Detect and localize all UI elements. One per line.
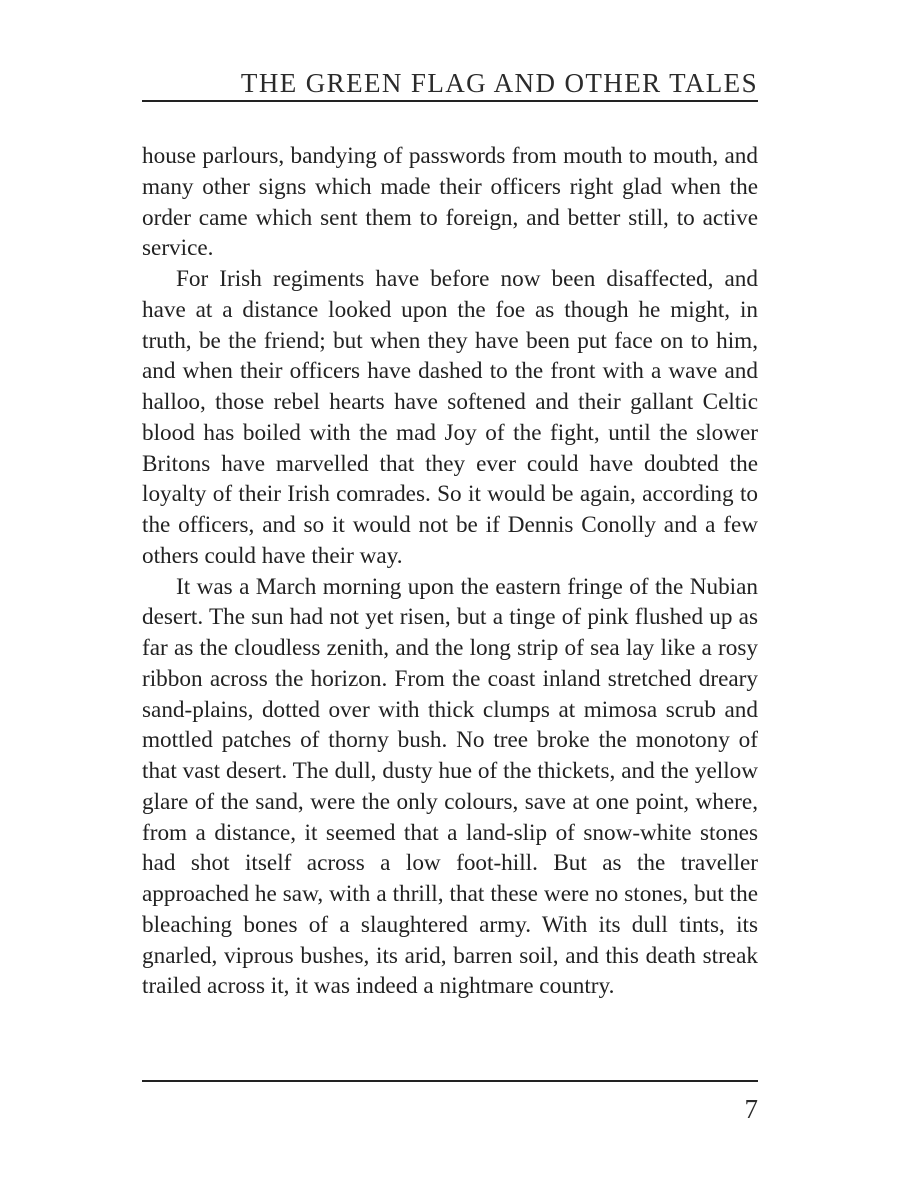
page-number: 7 (744, 1094, 758, 1124)
header-divider (142, 100, 758, 102)
page-body (142, 141, 758, 1002)
footer-divider (142, 1080, 758, 1082)
paragraph-3: It was a March morning upon the eastern fringe of the Nubian desert. The sun had not yet risen, but a tinge of pink flushed up as far as the cloudless zenith, and the long strip of sea lay like a rosy ribbon across the horizon. From the coast inland stretched dreary sand-plains, dotted over with thick clumps at mimosa scrub and mottled patches of thorny bush. No tree broke the monotony of that vast desert. The dull, dusty hue of the thickets, and the yellow glare of the sand, were the only colours, save at one point, where, from a distance, it seemed that a land-slip of snow-white stones had shot itself across a low foot-hill. But as the traveller approached he saw, with a thrill, that these were no stones, but the bleaching bones of a slaughtered army. With its dull tints, its gnarled, viprous bushes, its arid, barren soil, and this death streak trailed across it, it was indeed a nightmare country. (142, 573, 758, 1000)
running-head-title: THE GREEN FLAG AND OTHER TALES (240, 68, 758, 98)
paragraph-1: house parlours, bandying of passwords from mouth to mouth, and many other signs which made their officers right glad when the order came which sent them to foreign, and better still, to active service. (142, 143, 758, 262)
paragraph-2: For Irish regiments have before now been disaffected, and have at a distance looked upon the foe as though he might, in truth, be the friend; but when they have been put face on to him, and when their officers have dashed to the front with a wave and halloo, those rebel hearts have softened and their gallant Celtic blood has boiled with the mad Joy of the fight, until the slower Britons have marvelled that they ever could have doubted the loyalty of their Irish comrades. So it would be again, according to the officers, and so it would not be if Dennis Conolly and a few others could have their way. (142, 266, 758, 569)
